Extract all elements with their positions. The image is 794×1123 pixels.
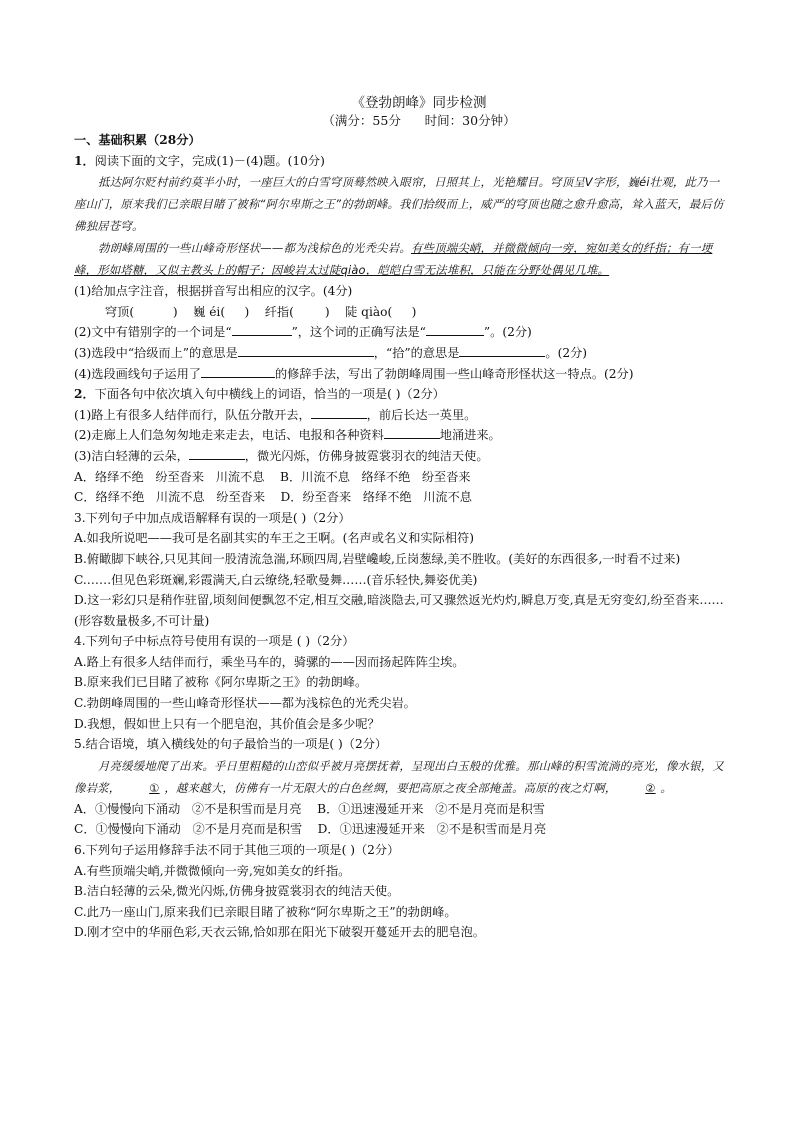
text: 的修辞手法，写出了勃朗峰周围一些山峰奇形怪状这一特点。(2分) xyxy=(274,366,634,381)
text: 地涌进来。 xyxy=(439,428,501,443)
sub-question-4 xyxy=(74,364,724,385)
page-title: 《登勃朗峰》同步检测 xyxy=(351,95,487,111)
page-subtitle: （满分：55分 时间：30分钟） xyxy=(322,113,516,128)
answer-blank[interactable] xyxy=(201,365,275,378)
text: ”，这个词的正确写法是“ xyxy=(291,325,426,340)
option-b[interactable]: B．川流不息 络绎不绝 纷至沓来 xyxy=(279,469,471,484)
q6-option-c[interactable]: C.此乃一座山门,原来我们已亲眼目睹了被称“阿尔卑斯之王”的勃朗峰。 xyxy=(74,904,457,919)
passage-text: ，越来越大，仿佛有一片无限大的白色丝绸，要把高原之夜全部掩盖。高原的夜之灯啊， xyxy=(164,780,617,795)
question-1-stem xyxy=(74,151,724,172)
q4-option-a[interactable]: A.路上有很多人结伴而行，乘坐马车的，骑骡的——因而扬起阵阵尘埃。 xyxy=(74,654,465,669)
q6-option-d[interactable]: D.刚才空中的华丽色彩,天衣云锦,恰如那在阳光下破裂开蔓延开去的肥皂泡。 xyxy=(74,925,485,940)
q3-option-c[interactable]: C.……但见色彩斑斓,彩霞满天,白云缭绕,轻歌曼舞……(音乐轻快,舞姿优美) xyxy=(74,572,478,587)
option-c[interactable]: C．①慢慢向下涌动 ②不是月亮而是积雪 xyxy=(74,822,303,837)
pinyin-item: 穹顶( ) xyxy=(105,304,178,319)
text: (2)文中有错别字的一个词是“ xyxy=(74,325,232,340)
question-text: 下面各句中依次填入句中横线上的词语，恰当的一项是( )（2分） xyxy=(94,387,445,402)
option-c[interactable]: C．络绎不绝 川流不息 纷至沓来 xyxy=(74,490,266,505)
text: ，“拾”的意思是 xyxy=(373,345,460,360)
option-d[interactable]: D．①迅速漫延开来 ②不是积雪而是月亮 xyxy=(317,822,547,837)
q2-options-row-2 xyxy=(74,487,724,508)
text: (4)选段画线句子运用了 xyxy=(74,366,201,381)
q3-option-a[interactable]: A.如我所说吧——我可是名副其实的车王之王啊。(名声或名义和实际相符) xyxy=(74,531,474,546)
answer-blank[interactable] xyxy=(189,447,245,460)
pinyin-item: 纤指( ) xyxy=(264,304,330,319)
passage-text: 。 xyxy=(660,780,673,795)
text: ”。(2分) xyxy=(483,325,532,340)
q2-options-row-1 xyxy=(74,467,724,488)
q2-sentence-1 xyxy=(74,405,724,426)
question-text: 阅读下面的文字，完成(1)－(4)题。(10分) xyxy=(94,153,325,168)
worksheet-page xyxy=(74,94,724,943)
question-3-stem: 3.下列句子中加点成语解释有误的一项是( )（2分） xyxy=(74,510,351,525)
answer-blank[interactable] xyxy=(426,323,484,336)
answer-blank[interactable] xyxy=(232,323,292,336)
q6-option-a[interactable]: A.有些顶端尖峭,并微微倾向一旁,宛如美女的纤指。 xyxy=(74,863,351,878)
q3-option-d[interactable]: D.这一彩幻只是稍作驻留,顷刻间便飘忽不定,相互交融,暗淡隐去,可又骤然返光灼灼,瞬息万变,真是无穷变幻,纷至沓来……(形容数量极多,不可计量) xyxy=(74,593,724,628)
q2-sentence-2 xyxy=(74,425,724,446)
answer-blank[interactable] xyxy=(311,406,367,419)
answer-blank[interactable] xyxy=(459,344,545,357)
q5-options-row-2 xyxy=(74,819,724,840)
question-5-stem: 5.结合语境，填入横线处的句子最恰当的一项是( )（2分） xyxy=(74,737,388,752)
pinyin-item: 巍 éi( ) xyxy=(193,304,250,319)
answer-blank[interactable] xyxy=(238,344,374,357)
pinyin-row xyxy=(74,302,724,323)
answer-blank-1[interactable]: ① xyxy=(149,780,160,795)
option-b[interactable]: B．①迅速漫延开来 ②不是月亮而是积雪 xyxy=(317,801,545,816)
q6-option-b[interactable]: B.洁白轻薄的云朵,微光闪烁,仿佛身披霓裳羽衣的纯洁天使。 xyxy=(74,884,400,899)
question-number: 1． xyxy=(74,153,95,168)
underlined-sentence: 有些顶端尖峭，并微微倾向一旁，宛如美女的纤指；有一埂峰，形如塔糖，又似主教头上的帽子；因峻岩太过陡qiào，皑皑白雪无法堆积，只能在分野处偶见几堆。 xyxy=(74,241,713,278)
text: (1)路上有很多人结伴而行，队伍分散开去， xyxy=(74,407,311,422)
q4-option-b[interactable]: B.原来我们已目睹了被称《阿尔卑斯之王》的勃朗峰。 xyxy=(74,675,368,690)
text: (2)走廊上人们急匆匆地走来走去，电话、电报和各种资料 xyxy=(74,428,384,443)
passage-text: 月亮缓缓地爬了出来。乎日里粗糙的山峦似乎被月亮摆抚着，呈现出白玉般的优雅。那山峰的积雪流淌的亮光，像水银，又像岩浆， xyxy=(74,758,724,795)
text: (3)选段中“拾级而上”的意思是 xyxy=(74,345,238,360)
q3-option-b[interactable]: B.俯瞰脚下峡谷,只见其间一股清流急湍,环顾四周,岩壁巉峻,丘岗葱绿,美不胜收。(美好的东西很多,一时看不过来) xyxy=(74,551,681,566)
answer-blank-2[interactable]: ② xyxy=(645,780,656,795)
question-2-stem xyxy=(74,384,724,405)
question-number: 2． xyxy=(74,387,95,402)
section-heading: 一、基础积累（28分） xyxy=(74,133,201,147)
question-6-stem: 6.下列句子运用修辞手法不同于其他三项的一项是( )（2分） xyxy=(74,843,400,858)
q2-sentence-3 xyxy=(74,446,724,467)
passage-paragraph-2 xyxy=(74,237,724,281)
text: 。(2分) xyxy=(545,345,588,360)
option-d[interactable]: D．纷至沓来 络绎不绝 川流不息 xyxy=(280,490,472,505)
option-a[interactable]: A．络绎不绝 纷至沓来 川流不息 xyxy=(74,469,265,484)
answer-blank[interactable] xyxy=(384,426,440,439)
q4-option-d[interactable]: D.我想，假如世上只有一个肥皂泡，其价值会是多少呢？ xyxy=(74,716,380,731)
sub-question-3 xyxy=(74,343,724,364)
text: ，微光闪烁，仿佛身披霓裳羽衣的纯洁天使。 xyxy=(244,448,489,463)
passage-text: 勃朗峰周围的一些山峰奇形怪状——都为浅棕色的光秃尖岩。 xyxy=(98,241,411,256)
q5-passage xyxy=(74,755,724,799)
text: ，前后长达一英里。 xyxy=(366,407,477,422)
sub-question-2 xyxy=(74,322,724,343)
option-a[interactable]: A．①慢慢向下涌动 ②不是积雪而是月亮 xyxy=(74,801,302,816)
text: (3)洁白轻薄的云朵， xyxy=(74,448,189,463)
passage-paragraph-1: 抵达阿尔贬村前约莫半小时，一座巨大的白雪穹顶蓦然映入眼帘，日照其上，光艳耀目。穹顶呈Ⅴ字形，巍éi壮观，此乃一座山门，原来我们已亲眼目睹了被称“阿尔卑斯之王”的勃朗峰。我们拾级而上，威严的穹顶也随之愈升愈高，耸入蓝天，最后仿佛独居苍穹。 xyxy=(74,175,724,234)
question-4-stem: 4.下列句子中标点符号使用有误的一项是 ( )（2分） xyxy=(74,634,355,649)
q4-option-c[interactable]: C.勃朗峰周围的一些山峰奇形怪状——都为浅棕色的光秃尖岩。 xyxy=(74,696,416,711)
pinyin-item: 陡 qiào( ) xyxy=(345,304,417,319)
sub-question-1: (1)给加点字注音，根据拼音写出相应的汉字。(4分) xyxy=(74,284,353,299)
q5-options-row-1 xyxy=(74,799,724,820)
